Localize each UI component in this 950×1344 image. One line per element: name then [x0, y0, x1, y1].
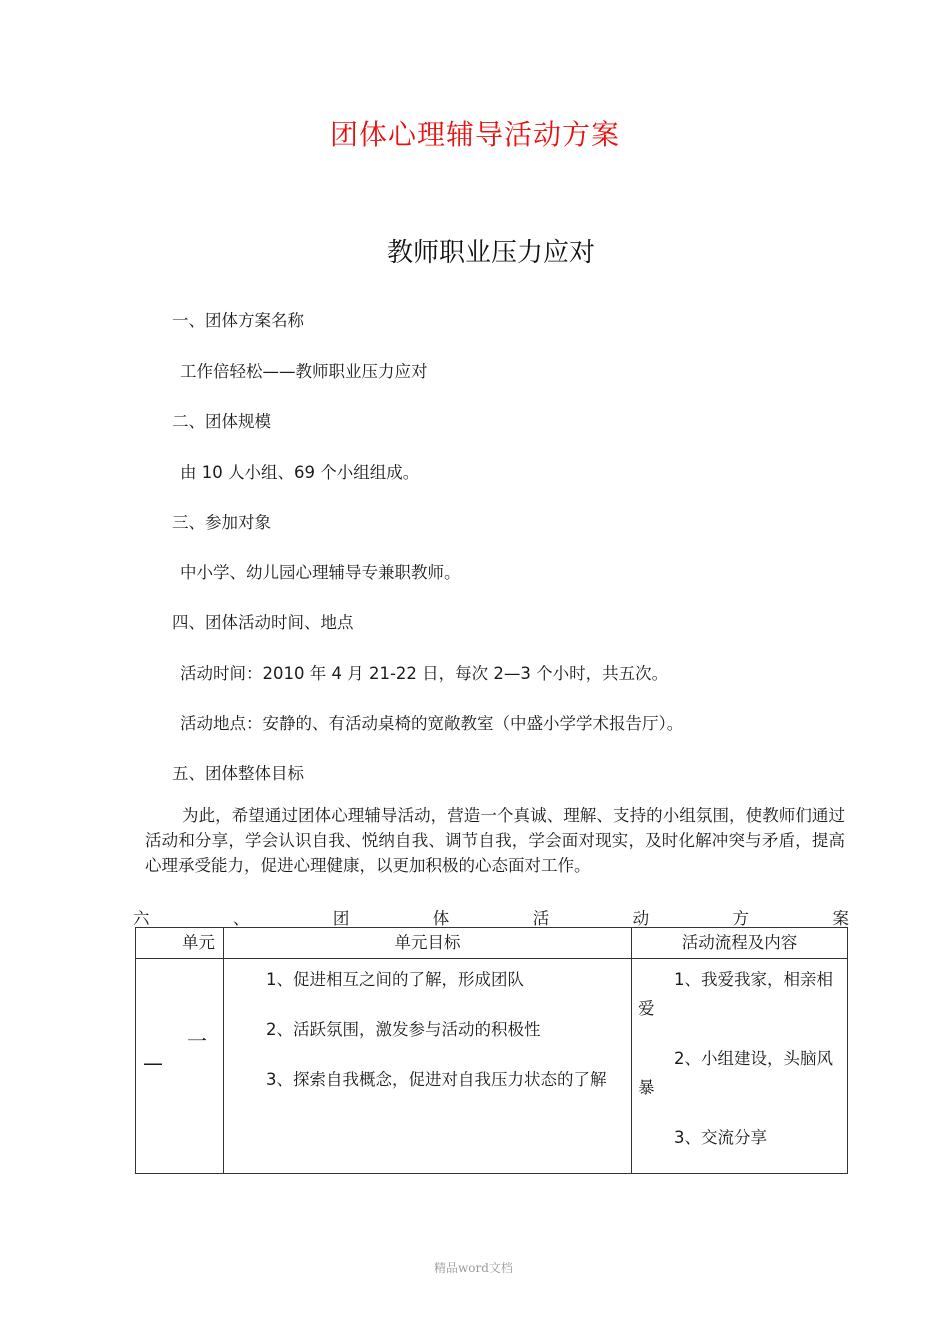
section-2-text: 由 10 人小组、69 个小组组成。: [180, 463, 420, 482]
goal-item: 2、活跃氛围，激发参与活动的积极性: [266, 1020, 541, 1039]
section-5-text: 为此，希望通过团体心理辅导活动，营造一个真诚、理解、支持的小组氛围，使教师们通过活动和分享，学会认识自我、悦纳自我、调节自我，学会面对现实，及时化解冲突与矛盾，提高心理承受能力，促进心理健康，以更加积极的心态面对工作。: [145, 806, 845, 875]
section-6-char: 动: [632, 909, 650, 928]
section-6-char: 体: [432, 909, 450, 928]
unit-cell: [136, 959, 224, 1174]
section-2-heading: 二、团体规模: [172, 412, 271, 431]
section-6-char: 、: [232, 909, 250, 928]
section-5-heading: 五、团体整体目标: [172, 764, 304, 783]
flow-item: 1、我爱我家，相亲相爱: [638, 970, 833, 1018]
section-1-text: 工作倍轻松——教师职业压力应对: [180, 362, 428, 381]
table-header-row: [136, 928, 848, 959]
section-4-heading: 四、团体活动时间、地点: [172, 613, 354, 632]
section-1-heading: 一、团体方案名称: [172, 311, 304, 330]
activity-plan-table: [135, 927, 848, 1174]
section-6-heading: [133, 905, 849, 929]
section-6-char: 团: [332, 909, 350, 928]
section-4-place: 活动地点：安静的、有活动桌椅的宽敞教室（中盛小学学术报告厅）。: [180, 714, 684, 733]
unit-number-dash: —: [143, 1051, 163, 1075]
goal-cell: [224, 959, 632, 1174]
section-6-char: 方: [732, 909, 750, 928]
goal-item: 1、促进相互之间的了解，形成团队: [266, 970, 524, 989]
flow-item: 3、交流分享: [674, 1128, 767, 1147]
header-goal: 单元目标: [224, 928, 632, 959]
unit-number: 一: [187, 1029, 207, 1053]
section-6-char: 活: [532, 909, 550, 928]
section-3-text: 中小学、幼儿园心理辅导专兼职教师。: [180, 563, 461, 582]
section-3-heading: 三、参加对象: [172, 513, 271, 532]
section-6-char: 六: [133, 909, 150, 928]
header-unit: 单元: [136, 928, 224, 959]
document-title: 团体心理辅导活动方案: [329, 118, 620, 151]
table-row: [136, 959, 848, 1174]
goal-item: 3、探索自我概念，促进对自我压力状态的了解: [266, 1070, 607, 1089]
flow-item: 2、小组建设，头脑风暴: [638, 1049, 833, 1097]
footer-watermark: 精品word文档: [434, 1261, 513, 1275]
section-6-char: 案: [832, 909, 849, 928]
flow-cell: [632, 959, 848, 1174]
section-4-time: 活动时间：2010 年 4 月 21-22 日，每次 2—3 个小时，共五次。: [180, 664, 669, 683]
document-subtitle: 教师职业压力应对: [386, 238, 595, 268]
header-flow: 活动流程及内容: [632, 928, 848, 959]
